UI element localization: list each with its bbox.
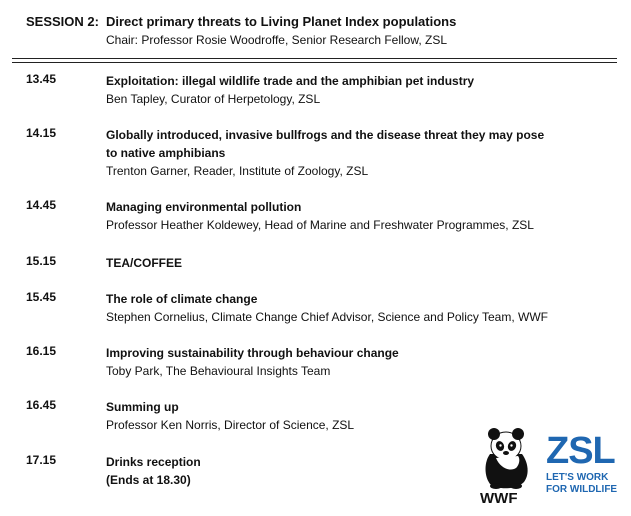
talk-title: Drinks reception: [106, 455, 201, 469]
schedule-talk: [106, 254, 546, 272]
talk-speaker: Professor Heather Koldewey, Head of Marine and Freshwater Programmes, ZSL: [106, 218, 534, 232]
talk-title: Managing environmental pollution: [106, 200, 302, 214]
schedule-time: 15.15: [26, 254, 57, 268]
schedule-talk: [106, 72, 546, 108]
wwf-logo: [476, 424, 536, 510]
schedule-talk: [106, 198, 606, 234]
schedule-time: 14.15: [26, 126, 57, 140]
session-label: SESSION 2:: [26, 14, 99, 29]
zsl-logo: [546, 432, 626, 502]
session-title: Direct primary threats to Living Planet Index populations: [106, 14, 457, 29]
talk-title: The role of climate change: [106, 292, 258, 306]
schedule-talk: [106, 290, 606, 326]
panda-icon: [476, 424, 536, 490]
session-chair: Chair: Professor Rosie Woodroffe, Senior Research Fellow, ZSL: [106, 33, 448, 47]
zsl-wordmark: ZSL: [546, 430, 615, 472]
divider-bottom: [12, 62, 617, 63]
schedule-time: 16.45: [26, 398, 57, 412]
zsl-tagline-line2: FOR WILDLIFE: [546, 484, 618, 495]
schedule-time: 13.45: [26, 72, 57, 86]
schedule-time: 14.45: [26, 198, 57, 212]
schedule-time: 15.45: [26, 290, 57, 304]
talk-title: Globally introduced, invasive bullfrogs and the disease threat they may pose to native amphibians: [106, 128, 545, 160]
talk-speaker: Professor Ken Norris, Director of Science, ZSL: [106, 418, 355, 432]
zsl-tagline: [546, 472, 617, 496]
schedule-time: 16.15: [26, 344, 57, 358]
divider-top: [12, 58, 617, 59]
talk-title: Summing up: [106, 400, 179, 414]
talk-title: Improving sustainability through behaviour change: [106, 346, 399, 360]
talk-speaker: Trenton Garner, Reader, Institute of Zoology, ZSL: [106, 164, 369, 178]
schedule-talk: [106, 453, 406, 489]
talk-speaker: Toby Park, The Behavioural Insights Team: [106, 364, 331, 378]
schedule-talk: [106, 344, 546, 380]
schedule-time: 17.15: [26, 453, 57, 467]
zsl-tagline-line1: LET'S WORK: [546, 472, 609, 483]
wwf-wordmark: WWF: [480, 490, 518, 507]
talk-title: TEA/COFFEE: [106, 256, 183, 270]
schedule-talk: [106, 126, 546, 180]
talk-speaker: Stephen Cornelius, Climate Change Chief Advisor, Science and Policy Team, WWF: [106, 310, 548, 324]
talk-speaker: Ben Tapley, Curator of Herpetology, ZSL: [106, 92, 321, 106]
talk-speaker: (Ends at 18.30): [106, 473, 191, 487]
talk-title: Exploitation: illegal wildlife trade and the amphibian pet industry: [106, 74, 475, 88]
